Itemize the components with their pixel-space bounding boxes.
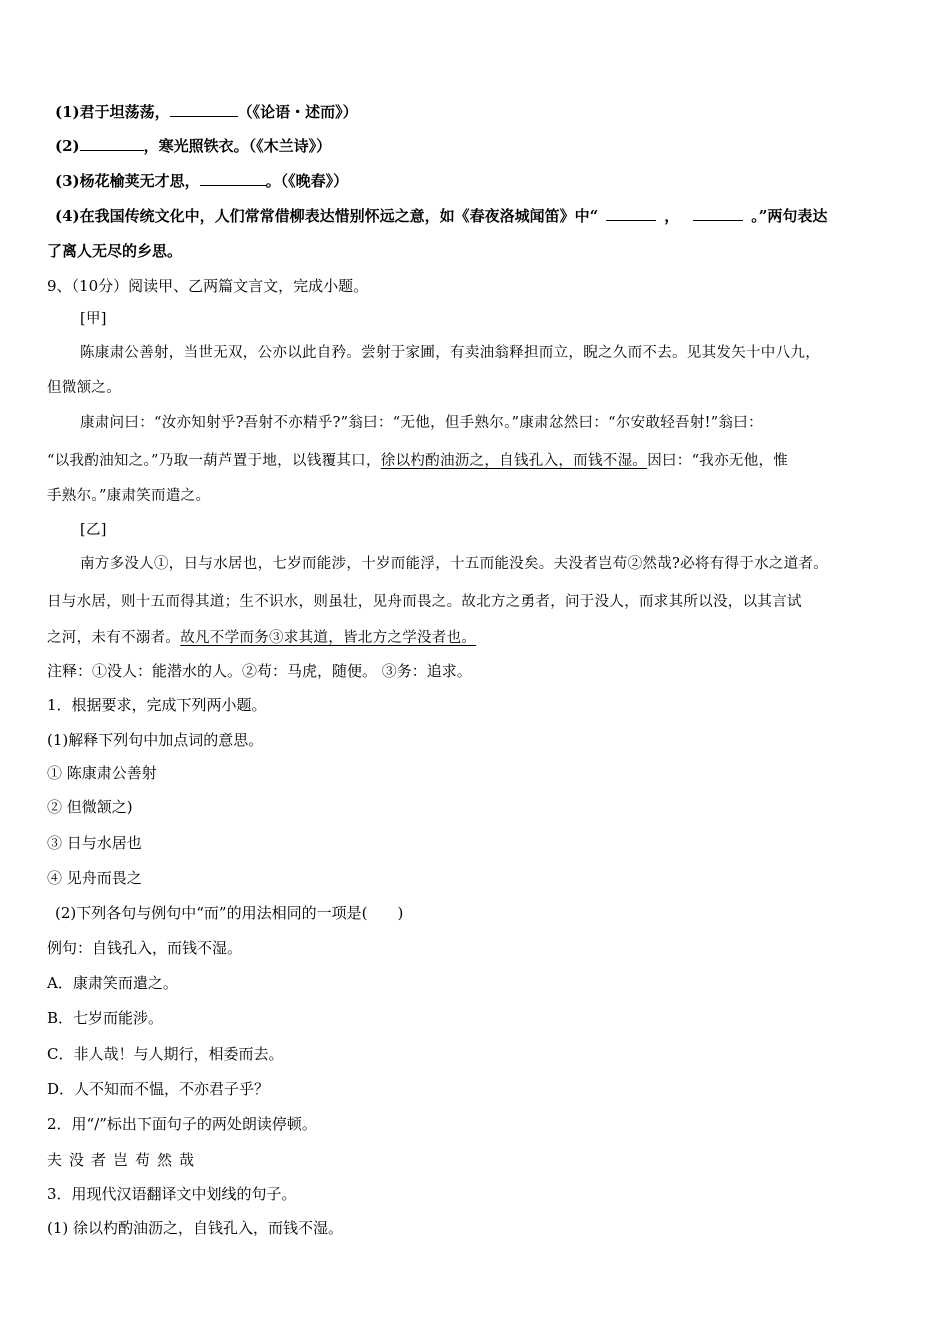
- jia-text: “以我酌油知之。”乃取一葫芦置于地，以钱覆其口，: [47, 453, 381, 469]
- option-b[interactable]: B．七岁而能涉。: [47, 1009, 164, 1027]
- yi-para-line-1: 南方多没人①，日与水居也，七岁而能涉，十岁而能浮，十五而能没矣。夫没者岂苟②然哉?必将有得于水之道者。: [80, 556, 829, 572]
- notes: 注释：①没人：能潜水的人。②苟：马虎，随便。 ③务：追求。: [47, 662, 472, 680]
- q8-item-4-text: (4)在我国传统文化中，人们常常借柳表达惜别怀远之意，如《春夜洛城闻笛》中“: [55, 207, 599, 225]
- jia-para-1-line-2: 但微颔之。: [47, 380, 121, 396]
- q8-item-4-cont: 了离人无尽的乡思。: [47, 242, 183, 260]
- translate-item-1: (1) 徐以杓酌油沥之，自钱孔入，而钱不湿。: [47, 1219, 344, 1237]
- q8-item-1: [55, 102, 358, 122]
- jia-para-1-line-1: 陈康肃公善射，当世无双，公亦以此自矜。尝射于家圃，有卖油翁释担而立，睨之久而不去。见其发矢十中八九，: [80, 345, 820, 361]
- answer-blank[interactable]: [170, 102, 238, 117]
- jia-para-2-line-3: 手熟尔。”康肃笑而遣之。: [47, 488, 211, 504]
- yi-text: 之河，未有不溺者。: [47, 630, 181, 646]
- yi-label: [乙]: [80, 522, 107, 538]
- answer-blank[interactable]: [606, 206, 656, 221]
- q8-item-4-end: 。”两句表达: [751, 207, 828, 225]
- q8-item-3: [55, 171, 348, 191]
- word-item-4: ④ 见舟而畏之: [47, 869, 142, 887]
- jia-underlined-sentence: 徐以杓酌油沥之，自钱孔入，而钱不湿。: [380, 453, 648, 469]
- sub-question-1-1: (1)解释下列句中加点词的意思。: [47, 731, 264, 749]
- answer-blank[interactable]: [693, 206, 743, 221]
- sub-question-1: 1．根据要求，完成下列两小题。: [47, 696, 267, 714]
- sub-question-2: 2．用“/”标出下面句子的两处朗读停顿。: [47, 1115, 317, 1133]
- q8-item-3-source: 。（《晚春》）: [265, 172, 349, 190]
- option-a[interactable]: A．康肃笑而遣之。: [47, 974, 178, 992]
- jia-para-2-line-2: [47, 451, 788, 471]
- word-item-1: ① 陈康肃公善射: [47, 764, 157, 782]
- answer-blank[interactable]: [200, 171, 266, 186]
- pause-sentence: 夫没者岂苟然哉: [47, 1151, 202, 1169]
- option-d[interactable]: D．人不知而不愠，不亦君子乎？: [47, 1080, 270, 1098]
- yi-underlined-sentence: 故凡不学而务③求其道，皆北方之学没者也。: [180, 630, 477, 646]
- word-item-3: ③ 日与水居也: [47, 834, 142, 852]
- yi-para-line-3: [47, 628, 476, 648]
- q8-item-2-text: ，寒光照铁衣。（《木兰诗》）: [143, 137, 332, 155]
- q9-heading: 9、（10分）阅读甲、乙两篇文言文，完成小题。: [47, 277, 369, 295]
- sub-question-3: 3．用现代汉语翻译文中划线的句子。: [47, 1185, 297, 1203]
- q8-item-2: [55, 136, 331, 156]
- q8-item-3-text: (3)杨花榆荚无才思，: [55, 172, 200, 190]
- sub-question-1-2: (2)下列各句与例句中“而”的用法相同的一项是( ): [55, 904, 404, 922]
- option-c[interactable]: C．非人哉！与人期行，相委而去。: [47, 1045, 284, 1063]
- word-item-2: ② 但微颔之): [47, 798, 133, 816]
- example-sentence: 例句：自钱孔入，而钱不湿。: [47, 939, 243, 957]
- jia-text: 因曰：“我亦无他，惟: [647, 453, 789, 469]
- q8-item-1-text: (1)君于坦荡荡，: [55, 103, 170, 121]
- q8-item-1-source: （《论语・述而》）: [237, 103, 358, 121]
- yi-para-line-2: 日与水居，则十五而得其道；生不识水，则虽壮，见舟而畏之。故北方之勇者，问于没人，而求其所以没，以其言试: [47, 594, 802, 610]
- answer-blank[interactable]: [80, 136, 144, 151]
- q8-item-4-comma: ，: [664, 207, 680, 225]
- jia-label: [甲]: [80, 311, 107, 327]
- q8-item-2-num: (2): [55, 137, 80, 155]
- q8-item-4: [55, 206, 827, 226]
- jia-para-2-line-1: 康肃问曰：“汝亦知射乎?吾射不亦精乎?”翁曰：“无他，但手熟尔。”康肃忿然曰：“尔安敢轻吾射!”翁曰：: [80, 415, 763, 431]
